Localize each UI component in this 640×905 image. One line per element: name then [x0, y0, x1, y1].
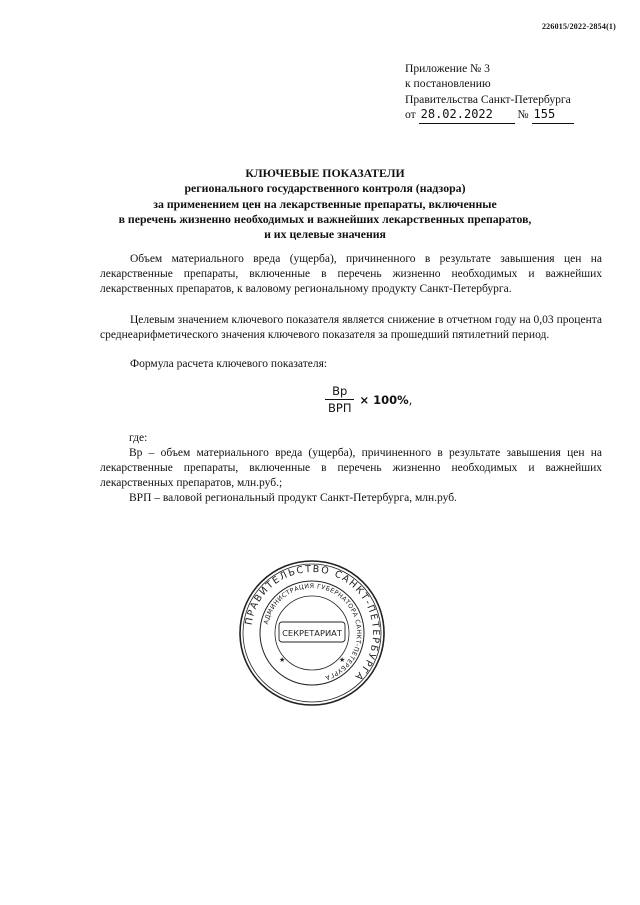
- star-icon: ★: [339, 656, 346, 664]
- appendix-block: [405, 61, 625, 124]
- formula-denominator: ВРП: [328, 401, 352, 415]
- definition-vr: Вр – объем материального вреда (ущерба), причиненного в результате завышения цен на лекарственные препараты, включенные в перечень жизненно необходимых и важнейших лекарственных препаратов, млн.руб.;: [100, 446, 602, 489]
- formula-numerator: Вр: [325, 384, 354, 400]
- official-stamp: [237, 558, 387, 708]
- appendix-title: Приложение № 3: [405, 62, 490, 75]
- title-line-3: за применением цен на лекарственные препараты, включенные: [153, 196, 497, 211]
- where-label: где:: [129, 432, 148, 444]
- formula-multiplier: × 100%: [359, 392, 409, 407]
- formula-suffix: ,: [408, 392, 413, 407]
- from-label: от: [405, 108, 416, 122]
- title-line-1: КЛЮЧЕВЫЕ ПОКАЗАТЕЛИ: [245, 166, 405, 180]
- title-line-4: в перечень жизненно необходимых и важнейших лекарственных препаратов,: [118, 211, 532, 226]
- formula: [325, 384, 412, 415]
- appendix-resolution: к постановлению: [405, 77, 491, 91]
- title-line-2: регионального государственного контроля (надзора): [184, 181, 466, 196]
- stamp-inner-text: АДМИНИСТРАЦИЯ ГУБЕРНАТОРА САНКТ-ПЕТЕРБУРГА: [262, 582, 363, 681]
- paragraph-formula-intro: Формула расчета ключевого показателя:: [130, 358, 328, 370]
- title-line-5: и их целевые значения: [264, 227, 386, 242]
- appendix-government: Правительства Санкт-Петербурга: [405, 92, 571, 106]
- handwritten-date: 28.02.2022: [419, 107, 515, 123]
- formula-fraction: [325, 384, 354, 415]
- stamp-outer-text: ПРАВИТЕЛЬСТВО САНКТ-ПЕТЕРБУРГА: [243, 563, 382, 683]
- appendix-date-line: [405, 107, 625, 123]
- document-title: [60, 166, 590, 242]
- star-icon: ★: [279, 656, 286, 664]
- paragraph-target-value: Целевым значением ключевого показателя является снижение в отчетном году на 0,03 процента среднеарифметического значения ключевого показателя за прошедший пятилетний период.: [100, 314, 602, 341]
- paragraph-indicator: Объем материального вреда (ущерба), причиненного в результате завышения цен на лекарственные препараты, включенные в перечень жизненно необходимых и важнейших лекарственных препаратов, к валовому региональному продукту Санкт-Петербурга.: [100, 253, 602, 295]
- document-number: 226015/2022-2854(1): [541, 22, 616, 31]
- definition-vrp: ВРП – валовой региональный продукт Санкт-Петербурга, млн.руб.: [129, 491, 457, 504]
- definitions-block: [100, 431, 602, 506]
- handwritten-number: 155: [532, 107, 574, 123]
- number-label: №: [517, 108, 529, 122]
- stamp-center-text: СЕКРЕТАРИАТ: [282, 628, 342, 638]
